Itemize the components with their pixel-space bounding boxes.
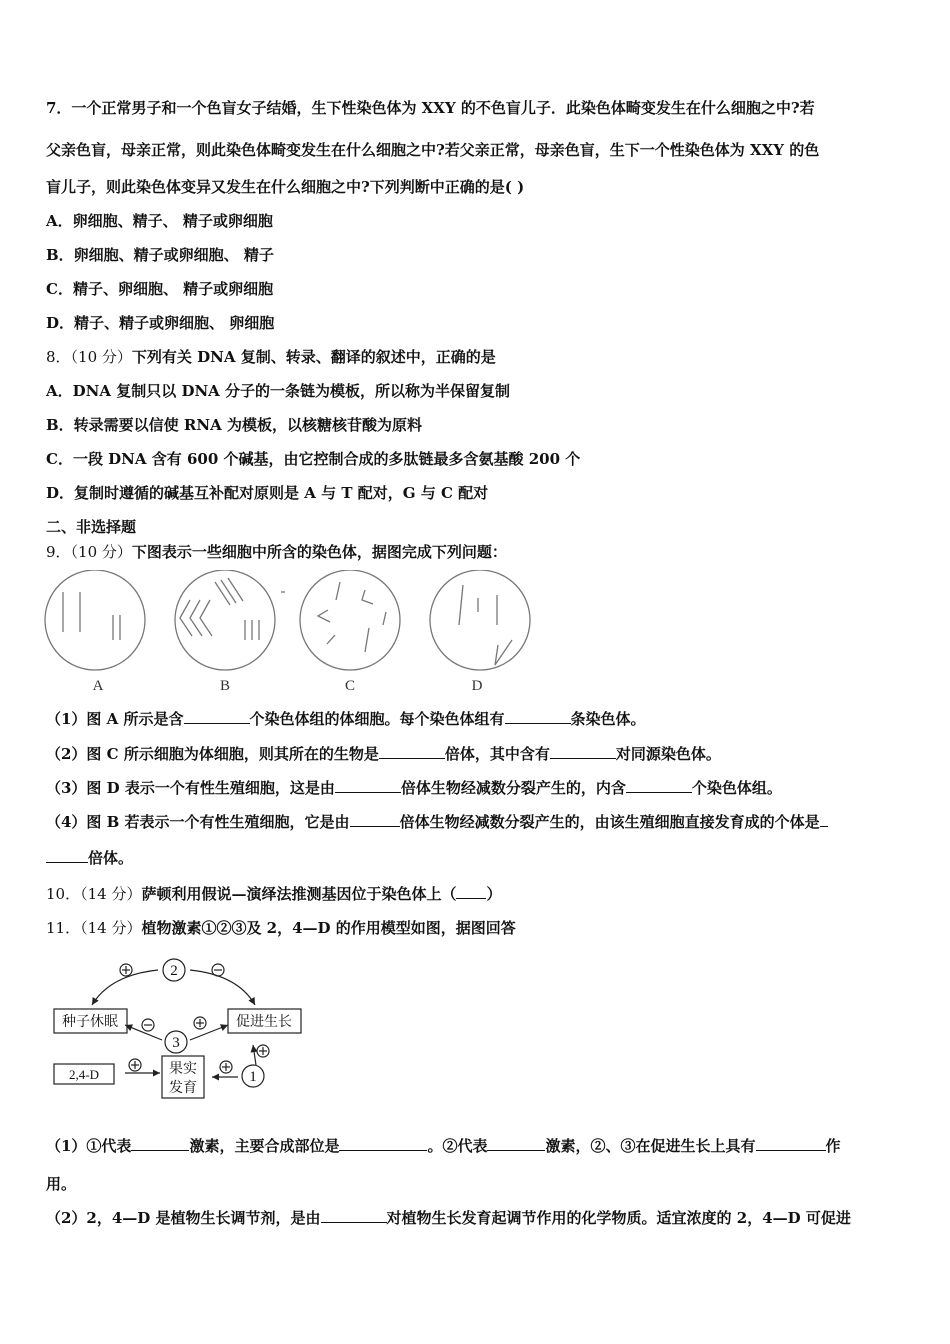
q11-stem: 植物激素①②③及 2，4—D 的作用模型如图，据图回答 — [141, 919, 516, 937]
fruit-label-2: 发育 — [169, 1081, 197, 1096]
2-4-d-label: 2,4-D — [69, 1067, 99, 1082]
answer-blank[interactable] — [456, 884, 486, 899]
label-a: A — [92, 678, 104, 694]
q11-sub1: （1）①代表 激素，主要合成部位是 。②代表 激素，②、③在促进生长上具有 作 — [46, 1137, 841, 1155]
answer-blank[interactable] — [487, 1136, 545, 1151]
section-title: 二、非选择题 — [46, 518, 137, 536]
fruit-label-1: 果实 — [169, 1062, 197, 1077]
answer-blank[interactable] — [131, 1136, 189, 1151]
cell-c-circle — [300, 570, 400, 670]
promote-growth-label: 促进生长 — [236, 1015, 292, 1030]
answer-blank[interactable] — [756, 1136, 826, 1151]
label-d: D — [471, 678, 483, 694]
q9-sub2: （2）图 C 所示细胞为体细胞，则其所在的生物是 倍体，其中含有 对同源染色体。 — [46, 745, 721, 763]
q8-option-b: B．转录需要以信使 RNA 为模板，以核糖核苷酸为原料 — [46, 416, 422, 434]
q9-stem: 下图表示一些细胞中所含的染色体，据图完成下列问题： — [131, 543, 507, 561]
svg-text:1: 1 — [249, 1069, 257, 1085]
answer-blank[interactable] — [505, 709, 571, 724]
q9-stem-line — [46, 542, 507, 562]
q7-line1: 7．一个正常男子和一个色盲女子结婚，生下性染色体为 XXY 的不色盲儿子．此染色体畸变发生在什么细胞之中?若 — [46, 99, 815, 117]
q9-number: 9．（10 分） — [46, 543, 132, 561]
answer-blank[interactable] — [820, 812, 828, 827]
answer-blank[interactable] — [379, 744, 445, 759]
q8-option-d: D．复制时遵循的碱基互补配对原则是 A 与 T 配对，G 与 C 配对 — [46, 484, 489, 502]
q11-line — [46, 918, 516, 938]
q8-stem-line — [46, 347, 496, 367]
label-b: B — [219, 678, 231, 694]
q7-option-d: D．精子、精子或卵细胞、 卵细胞 — [46, 314, 275, 332]
q11-sub2: （2）2，4—D 是植物生长调节剂，是由 对植物生长发育起调节作用的化学物质。适宜浓度的 2，4—D 可促进 — [46, 1209, 851, 1227]
q8-option-c: C．一段 DNA 含有 600 个碱基，由它控制合成的多肽链最多含氨基酸 200 个 — [46, 450, 581, 468]
q10-line: 10．（14 分）萨顿利用假说—演绎法推测基因位于染色体上（ ） — [46, 885, 502, 903]
svg-text:3: 3 — [172, 1035, 180, 1051]
q11-sub1-cont: 用。 — [46, 1175, 77, 1193]
svg-text:2: 2 — [170, 963, 178, 979]
answer-blank[interactable] — [350, 812, 400, 827]
q8-number: 8．（10 分） — [46, 348, 132, 366]
answer-blank[interactable] — [339, 1136, 427, 1151]
answer-blank[interactable] — [335, 778, 401, 793]
cell-d-circle — [430, 570, 530, 670]
q7-line2: 父亲色盲，母亲正常，则此染色体畸变发生在什么细胞之中?若父亲正常，母亲色盲，生下一个性染色体为 XXY 的色 — [46, 141, 820, 159]
q9-sub3: （3）图 D 表示一个有性生殖细胞，这是由 倍体生物经减数分裂产生的，内含 个染色体组。 — [46, 779, 782, 797]
answer-blank[interactable] — [184, 709, 250, 724]
q10-stem: 萨顿利用假说—演绎法推测基因位于染色体上（ — [141, 885, 457, 903]
q9-sub1: （1）图 A 所示是含 个染色体组的体细胞。每个染色体组有 条染色体。 — [46, 710, 646, 728]
answer-blank[interactable] — [550, 744, 616, 759]
q9-sub4-cont: 倍体。 — [46, 848, 133, 868]
cell-a-circle — [45, 570, 145, 670]
seed-dormancy-label: 种子休眠 — [62, 1015, 118, 1030]
chromosome-figure — [40, 570, 540, 700]
q8-stem: 下列有关 DNA 复制、转录、翻译的叙述中，正确的是 — [131, 348, 496, 366]
q7-option-c: C．精子、卵细胞、 精子或卵细胞 — [46, 280, 274, 298]
answer-blank[interactable] — [46, 848, 88, 863]
label-c: C — [344, 678, 356, 694]
answer-blank[interactable] — [626, 778, 692, 793]
q11-number: 11．（14 分） — [46, 919, 142, 937]
answer-blank[interactable] — [321, 1208, 387, 1223]
q10-number: 10．（14 分） — [46, 885, 142, 903]
q8-option-a: A．DNA 复制只以 DNA 分子的一条链为模板，所以称为半保留复制 — [46, 382, 511, 400]
q7-line3: 盲儿子，则此染色体变异又发生在什么细胞之中?下列判断中正确的是( ) — [46, 178, 525, 196]
q9-sub4: （4）图 B 若表示一个有性生殖细胞，它是由 倍体生物经减数分裂产生的，由该生殖细胞直接发育成的个体是 — [46, 812, 828, 832]
q7-option-b: B．卵细胞、精子或卵细胞、 精子 — [46, 246, 274, 264]
hormone-model-diagram — [50, 955, 310, 1105]
q7-option-a: A．卵细胞、精子、 精子或卵细胞 — [46, 212, 273, 230]
